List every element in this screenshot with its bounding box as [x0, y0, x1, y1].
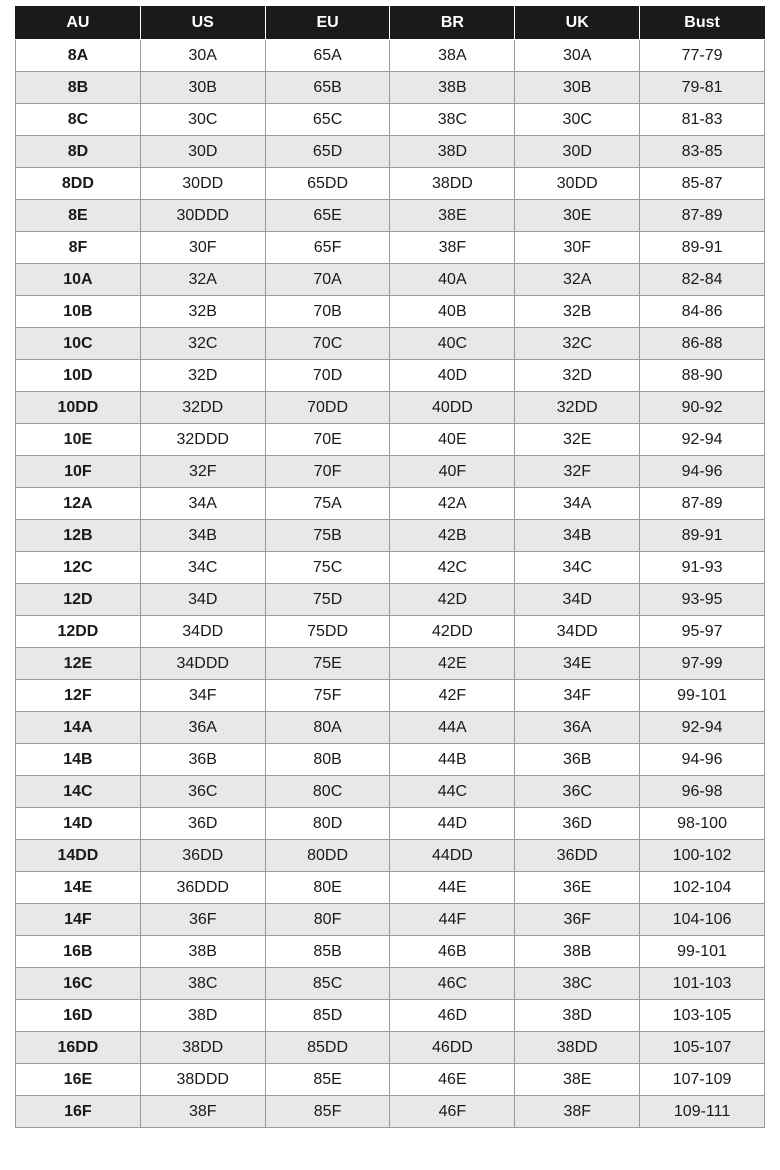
- cell-eu: 85F: [265, 1096, 390, 1128]
- cell-uk: 36A: [515, 712, 640, 744]
- cell-eu: 85C: [265, 968, 390, 1000]
- cell-uk: 36D: [515, 808, 640, 840]
- cell-us: 36F: [140, 904, 265, 936]
- cell-eu: 80B: [265, 744, 390, 776]
- cell-eu: 85B: [265, 936, 390, 968]
- cell-uk: 36E: [515, 872, 640, 904]
- cell-us: 32DDD: [140, 424, 265, 456]
- cell-bust: 83-85: [640, 136, 765, 168]
- table-row: [16, 296, 765, 328]
- cell-br: 42D: [390, 584, 515, 616]
- cell-au: 16DD: [16, 1032, 141, 1064]
- cell-eu: 75DD: [265, 616, 390, 648]
- cell-bust: 99-101: [640, 936, 765, 968]
- cell-us: 32C: [140, 328, 265, 360]
- table-row: [16, 936, 765, 968]
- cell-au: 14D: [16, 808, 141, 840]
- cell-eu: 75F: [265, 680, 390, 712]
- cell-br: 42B: [390, 520, 515, 552]
- cell-us: 30DD: [140, 168, 265, 200]
- table-row: [16, 616, 765, 648]
- cell-uk: 30D: [515, 136, 640, 168]
- cell-bust: 87-89: [640, 200, 765, 232]
- cell-us: 34B: [140, 520, 265, 552]
- cell-bust: 77-79: [640, 40, 765, 72]
- cell-us: 38C: [140, 968, 265, 1000]
- cell-au: 16F: [16, 1096, 141, 1128]
- cell-uk: 30A: [515, 40, 640, 72]
- cell-au: 10D: [16, 360, 141, 392]
- header-bust: Bust: [640, 7, 765, 40]
- cell-us: 34DDD: [140, 648, 265, 680]
- cell-bust: 85-87: [640, 168, 765, 200]
- cell-au: 12C: [16, 552, 141, 584]
- cell-uk: 30DD: [515, 168, 640, 200]
- table-row: [16, 968, 765, 1000]
- cell-br: 44D: [390, 808, 515, 840]
- cell-bust: 94-96: [640, 744, 765, 776]
- cell-uk: 36C: [515, 776, 640, 808]
- cell-uk: 32E: [515, 424, 640, 456]
- cell-us: 36DDD: [140, 872, 265, 904]
- cell-uk: 32B: [515, 296, 640, 328]
- cell-eu: 80C: [265, 776, 390, 808]
- cell-bust: 90-92: [640, 392, 765, 424]
- cell-us: 30A: [140, 40, 265, 72]
- table-row: [16, 520, 765, 552]
- cell-uk: 30C: [515, 104, 640, 136]
- cell-eu: 80F: [265, 904, 390, 936]
- cell-au: 16D: [16, 1000, 141, 1032]
- cell-uk: 34E: [515, 648, 640, 680]
- cell-eu: 65B: [265, 72, 390, 104]
- cell-us: 30C: [140, 104, 265, 136]
- table-row: [16, 808, 765, 840]
- cell-br: 40D: [390, 360, 515, 392]
- cell-us: 34DD: [140, 616, 265, 648]
- cell-bust: 82-84: [640, 264, 765, 296]
- cell-uk: 36B: [515, 744, 640, 776]
- cell-uk: 32A: [515, 264, 640, 296]
- bra-size-chart-table: [15, 6, 765, 1128]
- cell-bust: 86-88: [640, 328, 765, 360]
- cell-br: 44F: [390, 904, 515, 936]
- cell-br: 46D: [390, 1000, 515, 1032]
- table-row: [16, 488, 765, 520]
- table-row: [16, 40, 765, 72]
- cell-us: 36A: [140, 712, 265, 744]
- cell-us: 32F: [140, 456, 265, 488]
- table-row: [16, 552, 765, 584]
- cell-us: 34F: [140, 680, 265, 712]
- cell-us: 34D: [140, 584, 265, 616]
- cell-br: 38E: [390, 200, 515, 232]
- table-row: [16, 104, 765, 136]
- cell-eu: 80DD: [265, 840, 390, 872]
- table-header: [16, 7, 765, 40]
- table-row: [16, 392, 765, 424]
- cell-uk: 36F: [515, 904, 640, 936]
- cell-uk: 38B: [515, 936, 640, 968]
- cell-au: 8E: [16, 200, 141, 232]
- cell-uk: 34D: [515, 584, 640, 616]
- cell-br: 40A: [390, 264, 515, 296]
- table-row: [16, 328, 765, 360]
- cell-eu: 70DD: [265, 392, 390, 424]
- cell-bust: 89-91: [640, 232, 765, 264]
- table-row: [16, 904, 765, 936]
- cell-bust: 96-98: [640, 776, 765, 808]
- cell-eu: 70A: [265, 264, 390, 296]
- header-us: US: [140, 7, 265, 40]
- cell-br: 40E: [390, 424, 515, 456]
- cell-uk: 32D: [515, 360, 640, 392]
- cell-eu: 85E: [265, 1064, 390, 1096]
- cell-au: 14C: [16, 776, 141, 808]
- cell-uk: 36DD: [515, 840, 640, 872]
- cell-bust: 100-102: [640, 840, 765, 872]
- cell-bust: 103-105: [640, 1000, 765, 1032]
- cell-bust: 92-94: [640, 424, 765, 456]
- cell-us: 38DDD: [140, 1064, 265, 1096]
- table-row: [16, 136, 765, 168]
- cell-br: 46C: [390, 968, 515, 1000]
- cell-au: 10C: [16, 328, 141, 360]
- cell-eu: 70B: [265, 296, 390, 328]
- cell-au: 14B: [16, 744, 141, 776]
- cell-eu: 75B: [265, 520, 390, 552]
- cell-us: 38D: [140, 1000, 265, 1032]
- cell-bust: 99-101: [640, 680, 765, 712]
- cell-au: 12D: [16, 584, 141, 616]
- cell-uk: 32C: [515, 328, 640, 360]
- cell-bust: 98-100: [640, 808, 765, 840]
- cell-eu: 70E: [265, 424, 390, 456]
- table-row: [16, 360, 765, 392]
- cell-us: 30D: [140, 136, 265, 168]
- cell-eu: 80D: [265, 808, 390, 840]
- table-row: [16, 712, 765, 744]
- table-row: [16, 648, 765, 680]
- cell-br: 44C: [390, 776, 515, 808]
- cell-bust: 94-96: [640, 456, 765, 488]
- cell-br: 42DD: [390, 616, 515, 648]
- cell-br: 42F: [390, 680, 515, 712]
- cell-au: 8D: [16, 136, 141, 168]
- table-row: [16, 424, 765, 456]
- cell-us: 36D: [140, 808, 265, 840]
- cell-us: 38DD: [140, 1032, 265, 1064]
- cell-eu: 75A: [265, 488, 390, 520]
- cell-bust: 95-97: [640, 616, 765, 648]
- header-uk: UK: [515, 7, 640, 40]
- cell-bust: 93-95: [640, 584, 765, 616]
- cell-eu: 80E: [265, 872, 390, 904]
- cell-us: 30DDD: [140, 200, 265, 232]
- cell-br: 40DD: [390, 392, 515, 424]
- cell-eu: 75C: [265, 552, 390, 584]
- table-row: [16, 1000, 765, 1032]
- cell-bust: 109-111: [640, 1096, 765, 1128]
- cell-bust: 87-89: [640, 488, 765, 520]
- table-row: [16, 264, 765, 296]
- cell-uk: 34A: [515, 488, 640, 520]
- cell-br: 46DD: [390, 1032, 515, 1064]
- cell-bust: 104-106: [640, 904, 765, 936]
- cell-au: 16E: [16, 1064, 141, 1096]
- cell-eu: 70C: [265, 328, 390, 360]
- cell-br: 44DD: [390, 840, 515, 872]
- header-br: BR: [390, 7, 515, 40]
- cell-bust: 92-94: [640, 712, 765, 744]
- cell-us: 30B: [140, 72, 265, 104]
- cell-br: 38D: [390, 136, 515, 168]
- cell-au: 8B: [16, 72, 141, 104]
- cell-bust: 84-86: [640, 296, 765, 328]
- cell-eu: 70F: [265, 456, 390, 488]
- table-row: [16, 232, 765, 264]
- cell-br: 44B: [390, 744, 515, 776]
- cell-uk: 38D: [515, 1000, 640, 1032]
- cell-au: 12DD: [16, 616, 141, 648]
- cell-br: 42E: [390, 648, 515, 680]
- cell-uk: 30F: [515, 232, 640, 264]
- cell-br: 38DD: [390, 168, 515, 200]
- table-row: [16, 776, 765, 808]
- table-row: [16, 200, 765, 232]
- cell-au: 8C: [16, 104, 141, 136]
- table-row: [16, 1064, 765, 1096]
- cell-bust: 81-83: [640, 104, 765, 136]
- cell-au: 16C: [16, 968, 141, 1000]
- header-au: AU: [16, 7, 141, 40]
- cell-uk: 34B: [515, 520, 640, 552]
- cell-eu: 65D: [265, 136, 390, 168]
- cell-au: 8A: [16, 40, 141, 72]
- cell-au: 12A: [16, 488, 141, 520]
- cell-uk: 30B: [515, 72, 640, 104]
- table-row: [16, 680, 765, 712]
- cell-au: 12B: [16, 520, 141, 552]
- cell-uk: 32F: [515, 456, 640, 488]
- cell-eu: 85D: [265, 1000, 390, 1032]
- cell-us: 32D: [140, 360, 265, 392]
- cell-uk: 34C: [515, 552, 640, 584]
- cell-us: 32DD: [140, 392, 265, 424]
- cell-uk: 38C: [515, 968, 640, 1000]
- header-eu: EU: [265, 7, 390, 40]
- cell-bust: 88-90: [640, 360, 765, 392]
- cell-au: 14A: [16, 712, 141, 744]
- cell-br: 44E: [390, 872, 515, 904]
- cell-bust: 102-104: [640, 872, 765, 904]
- cell-bust: 97-99: [640, 648, 765, 680]
- cell-br: 42C: [390, 552, 515, 584]
- cell-us: 36C: [140, 776, 265, 808]
- cell-br: 40C: [390, 328, 515, 360]
- cell-au: 8DD: [16, 168, 141, 200]
- cell-eu: 85DD: [265, 1032, 390, 1064]
- table-row: [16, 744, 765, 776]
- cell-uk: 38DD: [515, 1032, 640, 1064]
- cell-us: 38F: [140, 1096, 265, 1128]
- cell-uk: 34F: [515, 680, 640, 712]
- cell-au: 10DD: [16, 392, 141, 424]
- cell-us: 36DD: [140, 840, 265, 872]
- cell-us: 30F: [140, 232, 265, 264]
- cell-us: 38B: [140, 936, 265, 968]
- cell-eu: 75D: [265, 584, 390, 616]
- cell-br: 46B: [390, 936, 515, 968]
- table-body: [16, 40, 765, 1128]
- cell-br: 44A: [390, 712, 515, 744]
- cell-bust: 89-91: [640, 520, 765, 552]
- cell-bust: 101-103: [640, 968, 765, 1000]
- cell-eu: 70D: [265, 360, 390, 392]
- cell-au: 12E: [16, 648, 141, 680]
- table-row: [16, 840, 765, 872]
- cell-br: 46F: [390, 1096, 515, 1128]
- cell-us: 32A: [140, 264, 265, 296]
- cell-uk: 30E: [515, 200, 640, 232]
- cell-br: 42A: [390, 488, 515, 520]
- cell-br: 38B: [390, 72, 515, 104]
- cell-bust: 105-107: [640, 1032, 765, 1064]
- cell-br: 38F: [390, 232, 515, 264]
- table-row: [16, 168, 765, 200]
- cell-bust: 107-109: [640, 1064, 765, 1096]
- cell-br: 38A: [390, 40, 515, 72]
- cell-br: 40F: [390, 456, 515, 488]
- table-row: [16, 872, 765, 904]
- table-row: [16, 456, 765, 488]
- cell-us: 34C: [140, 552, 265, 584]
- cell-bust: 91-93: [640, 552, 765, 584]
- table-row: [16, 584, 765, 616]
- cell-uk: 38E: [515, 1064, 640, 1096]
- cell-uk: 38F: [515, 1096, 640, 1128]
- cell-au: 10E: [16, 424, 141, 456]
- cell-eu: 80A: [265, 712, 390, 744]
- cell-au: 10B: [16, 296, 141, 328]
- cell-eu: 65A: [265, 40, 390, 72]
- cell-bust: 79-81: [640, 72, 765, 104]
- cell-au: 8F: [16, 232, 141, 264]
- cell-au: 16B: [16, 936, 141, 968]
- cell-eu: 75E: [265, 648, 390, 680]
- cell-au: 10A: [16, 264, 141, 296]
- cell-eu: 65DD: [265, 168, 390, 200]
- cell-uk: 32DD: [515, 392, 640, 424]
- header-row: [16, 7, 765, 40]
- cell-br: 40B: [390, 296, 515, 328]
- cell-us: 36B: [140, 744, 265, 776]
- cell-us: 32B: [140, 296, 265, 328]
- cell-eu: 65E: [265, 200, 390, 232]
- cell-br: 38C: [390, 104, 515, 136]
- cell-eu: 65F: [265, 232, 390, 264]
- cell-au: 14DD: [16, 840, 141, 872]
- cell-au: 12F: [16, 680, 141, 712]
- table-row: [16, 1032, 765, 1064]
- cell-br: 46E: [390, 1064, 515, 1096]
- cell-us: 34A: [140, 488, 265, 520]
- table-row: [16, 1096, 765, 1128]
- cell-au: 14F: [16, 904, 141, 936]
- cell-au: 10F: [16, 456, 141, 488]
- cell-eu: 65C: [265, 104, 390, 136]
- table-row: [16, 72, 765, 104]
- cell-uk: 34DD: [515, 616, 640, 648]
- cell-au: 14E: [16, 872, 141, 904]
